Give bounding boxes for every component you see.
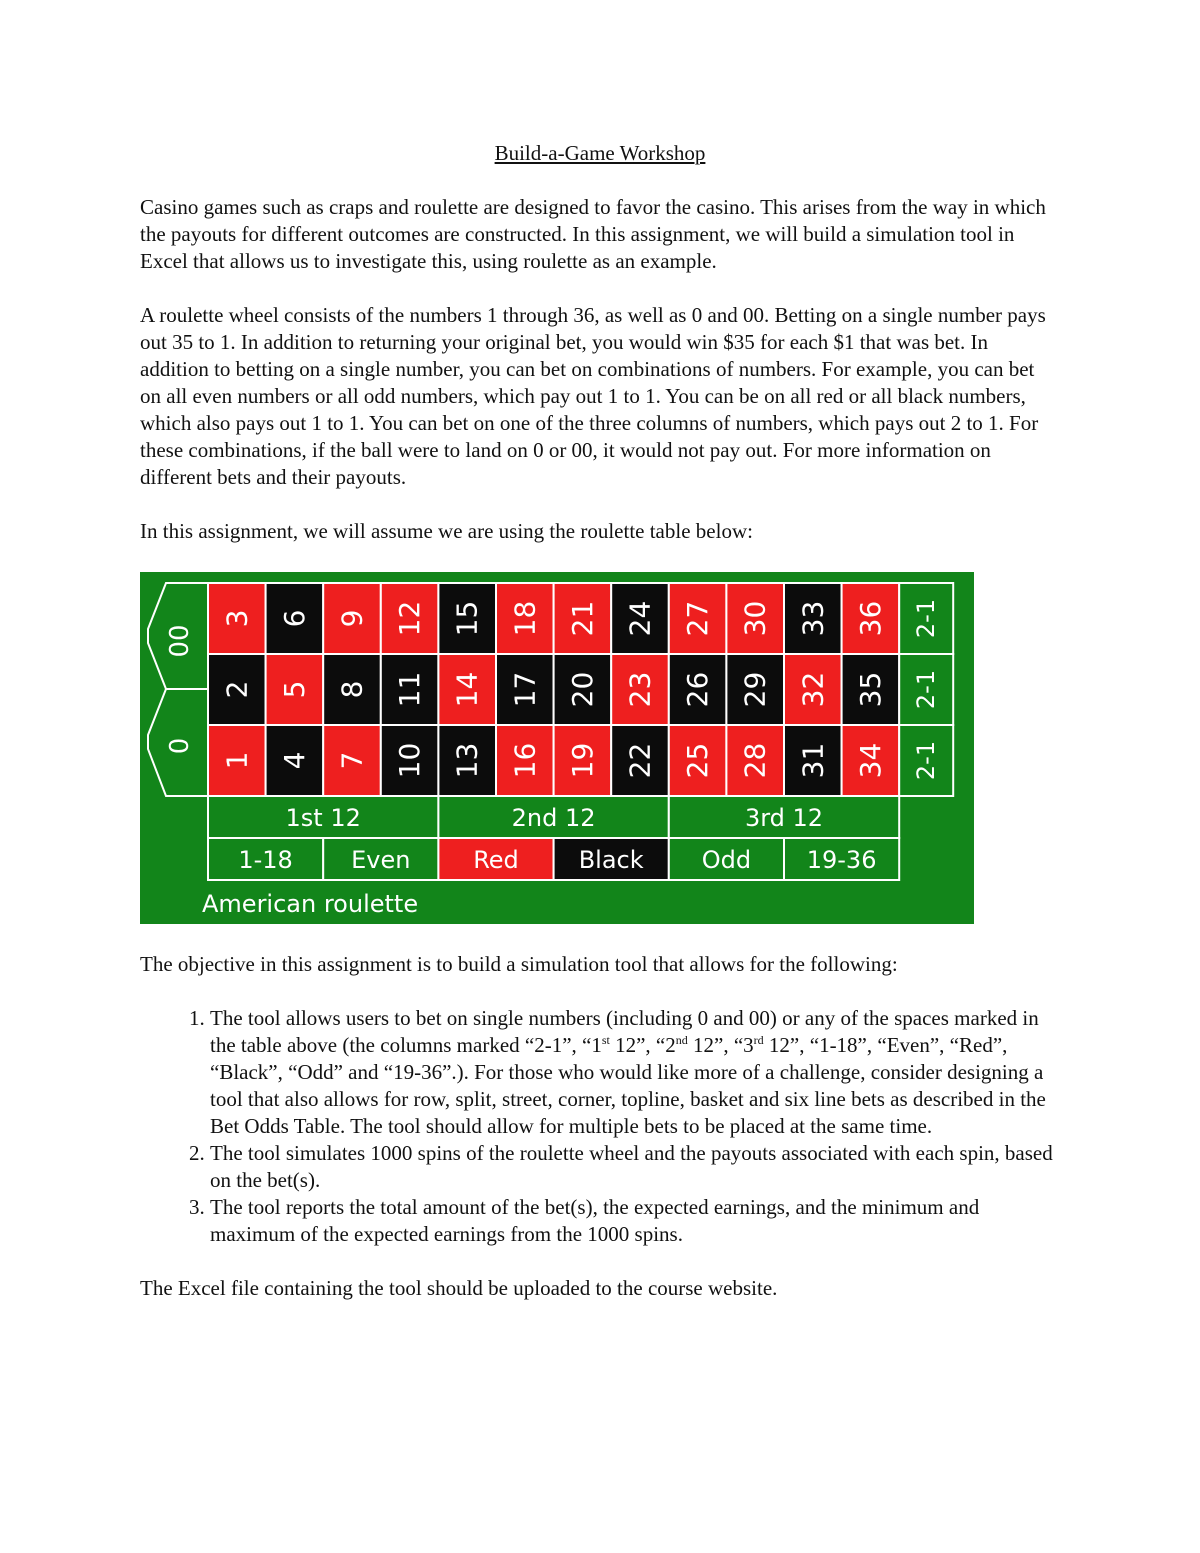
number-label-5: 5 — [277, 680, 311, 699]
dozen-bet-label-3: 3rd 12 — [744, 804, 824, 832]
number-label-10: 10 — [393, 742, 427, 779]
number-label-20: 20 — [565, 671, 599, 708]
number-label-11: 11 — [393, 671, 427, 708]
number-label-16: 16 — [508, 742, 542, 779]
outside-bet-label-19-36: 19-36 — [806, 846, 877, 874]
number-label-7: 7 — [335, 751, 369, 770]
intro-paragraph: Casino games such as craps and roulette are designed to favor the casino. This arises from the way in which the payouts for different outcomes are constructed. In this assignment, we will build a simulation tool in Excel that allows us to investigate this, using roulette as an example. — [140, 195, 1046, 273]
number-label-36: 36 — [853, 600, 887, 637]
table-caption: American roulette — [202, 890, 419, 918]
number-label-8: 8 — [335, 680, 369, 699]
outside-bet-label-black: Black — [578, 846, 644, 874]
dozen-bet-label-2: 2nd 12 — [511, 804, 596, 832]
zero-label-0: 0 — [165, 737, 195, 755]
number-label-22: 22 — [623, 742, 657, 779]
column-bet-label-1: 2-1 — [912, 598, 941, 639]
objective-intro: The objective in this assignment is to build a simulation tool that allows for the following: — [140, 952, 898, 976]
number-label-29: 29 — [738, 671, 772, 708]
column-bet-label-2: 2-1 — [912, 669, 941, 710]
number-label-17: 17 — [508, 671, 542, 708]
column-bet-label-3: 2-1 — [912, 740, 941, 781]
superscript-nd: nd — [675, 1033, 688, 1047]
number-label-33: 33 — [796, 600, 830, 637]
outside-bet-label-red: Red — [473, 846, 519, 874]
superscript-st: st — [601, 1033, 610, 1047]
number-label-15: 15 — [450, 600, 484, 637]
requirement-1-text-c: 12”, “3 — [687, 1033, 754, 1057]
number-label-9: 9 — [335, 609, 369, 628]
requirement-1-text-b: 12”, “2 — [609, 1033, 676, 1057]
table-intro-paragraph: In this assignment, we will assume we are using the roulette table below: — [140, 519, 753, 543]
outside-bet-label-1-18: 1-18 — [238, 846, 293, 874]
number-label-6: 6 — [277, 609, 311, 628]
number-label-14: 14 — [450, 671, 484, 708]
number-label-21: 21 — [565, 600, 599, 637]
requirements-list — [140, 1005, 1060, 1248]
requirement-item-1 — [210, 1005, 1060, 1140]
document-title: Build-a-Game Workshop — [494, 141, 706, 165]
number-label-3: 3 — [220, 609, 254, 628]
superscript-rd: rd — [753, 1033, 764, 1047]
number-label-32: 32 — [796, 671, 830, 708]
number-label-31: 31 — [796, 742, 830, 779]
number-label-4: 4 — [277, 751, 311, 770]
requirement-item-2: 2. The tool simulates 1000 spins of the roulette wheel and the payouts associated with each spin, based on the bet(s). — [210, 1140, 1060, 1194]
number-label-13: 13 — [450, 742, 484, 779]
number-label-18: 18 — [508, 600, 542, 637]
closing-paragraph: The Excel file containing the tool should be uploaded to the course website. — [140, 1276, 778, 1300]
requirement-1-text-d: 12”, “1-18”, “Even”, “Red”, “Black”, “Odd” and “19-36”.). For those who would like more of a challenge, consider designing a tool that also allows for row, split, street, corner, topline, basket and six line bets as described in the Bet Odds Table. The tool should allow for multiple bets to be placed at the same time. — [210, 1033, 1046, 1138]
number-label-12: 12 — [393, 600, 427, 637]
outside-bet-label-odd: Odd — [701, 846, 752, 874]
number-label-19: 19 — [565, 742, 599, 779]
number-label-25: 25 — [681, 742, 715, 779]
number-label-2: 2 — [220, 680, 254, 699]
number-label-34: 34 — [853, 742, 887, 779]
number-label-30: 30 — [738, 600, 772, 637]
number-label-1: 1 — [220, 751, 254, 770]
number-label-24: 24 — [623, 600, 657, 637]
requirement-1-text-a: The tool allows users to bet on single numbers (including 0 and 00) or any of the spaces marked in the table above (the columns marked “2-1”, “1 — [210, 1006, 1039, 1057]
requirement-item-3: 3. The tool reports the total amount of the bet(s), the expected earnings, and the minimum and maximum of the expected earnings from the 1000 spins. — [210, 1194, 1060, 1248]
zero-label-00: 00 — [165, 624, 195, 658]
roulette-description-paragraph: A roulette wheel consists of the numbers 1 through 36, as well as 0 and 00. Betting on a single number pays out 35 to 1. In addition to returning your original bet, you would win $35 for each $1 that was bet. In addition to betting on a single number, you can bet on combinations of numbers. For example, you can bet on all even numbers or all odd numbers, which pay out 1 to 1. You can be on all red or all black numbers, which also pays out 1 to 1. You can bet on one of the three columns of numbers, which pays out 2 to 1. For these combinations, if the ball were to land on 0 or 00, it would not pay out. For more information on different bets and their payouts. — [140, 303, 1046, 489]
number-label-26: 26 — [681, 671, 715, 708]
document-page — [140, 140, 1060, 1329]
roulette-table — [140, 572, 974, 924]
number-label-23: 23 — [623, 671, 657, 708]
roulette-table-figure — [140, 572, 974, 924]
number-label-27: 27 — [681, 600, 715, 637]
dozen-bet-label-1: 1st 12 — [285, 804, 361, 832]
outside-bet-label-even: Even — [351, 846, 411, 874]
number-label-28: 28 — [738, 742, 772, 779]
number-label-35: 35 — [853, 671, 887, 708]
